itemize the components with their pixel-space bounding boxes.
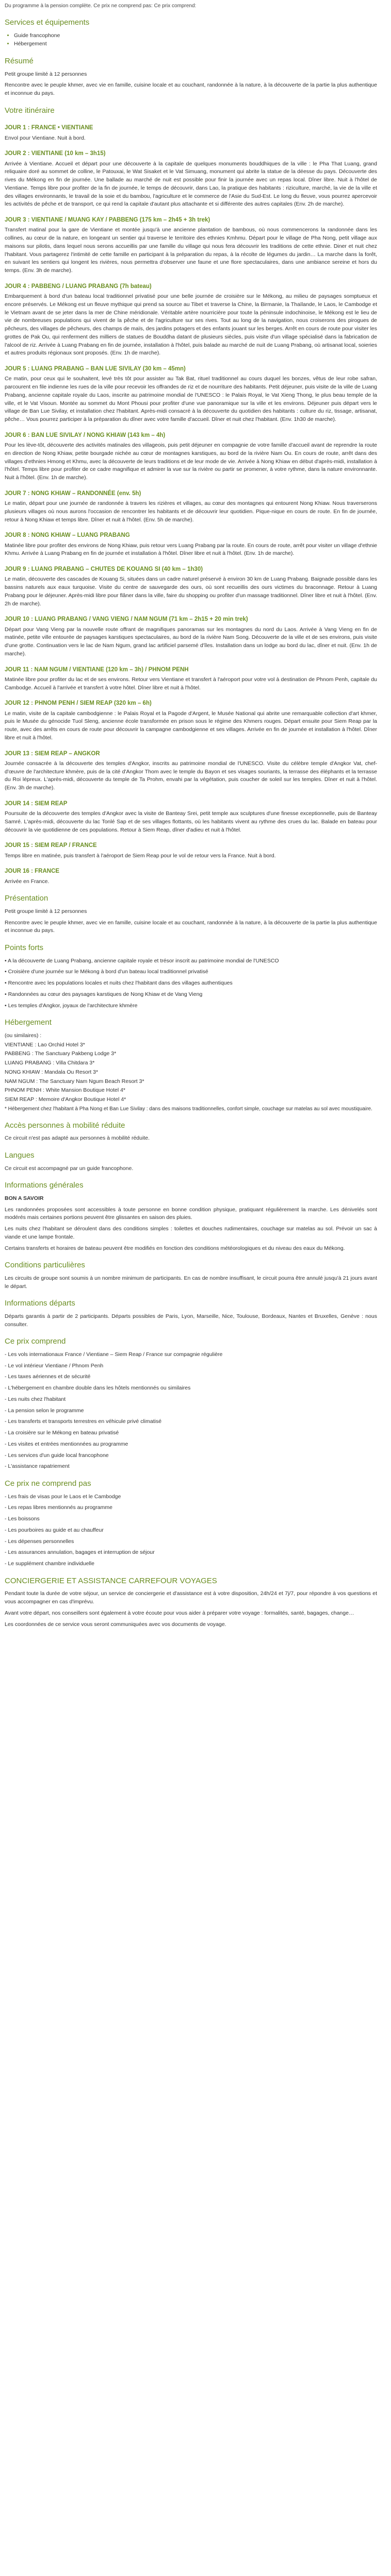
prix-comprend-item: - La pension selon le programme <box>5 1407 84 1414</box>
prix-ne-comprend-item: - Les pourboires au guide et au chauffeur <box>5 1527 104 1533</box>
conciergerie-paragraph: Avant votre départ, nos conseillers sont également à votre écoute pour vous aider à préparer votre voyage : formalités, santé, bagages, change… <box>5 1609 354 1616</box>
day-title: JOUR 12 : PHNOM PENH / SIEM REAP (320 km – 6h) <box>5 700 152 707</box>
day-title: JOUR 9 : LUANG PRABANG – CHUTES DE KOUANG SI (40 km – 1h30) <box>5 566 203 572</box>
points-forts-title: Points forts <box>5 943 44 952</box>
day-title: JOUR 11 : NAM NGUM / VIENTIANE (120 km – 3h) / PHNOM PENH <box>5 666 189 673</box>
prix-comprend-item: - L'assistance rapatriement <box>5 1463 70 1470</box>
hebergement-note: * Hébergement chez l'habitant à Pha Nong et Ban Lue Sivilay : dans des maisons traditionnelles, confort simple, couchage sur matelas au sol avec moustiquaire. <box>5 1106 372 1112</box>
presentation-line: Rencontre avec le peuple khmer, avec vie en famille, cuisine locale et au couchant, randonnée à la nature, à la découverte de la partie la plus authentique et inconnue du pays. <box>5 919 377 934</box>
services-list <box>5 32 377 49</box>
prix-comprend-item: - Le vol intérieur Vientiane / Phnom Penh <box>5 1362 104 1369</box>
prix-comprend-item: - Les vols internationaux France / Vientiane – Siem Reap / France sur compagnie régulière <box>5 1351 223 1358</box>
services-item: • Guide francophone <box>14 32 377 40</box>
points-forts-item: • Les temples d'Angkor, joyaux de l'architecture khmère <box>5 1002 138 1009</box>
day-title: JOUR 16 : FRANCE <box>5 868 60 875</box>
conciergerie-title: CONCIERGERIE ET ASSISTANCE CARREFOUR VOYAGES <box>5 1576 217 1585</box>
prix-ne-comprend-item: - Les boissons <box>5 1516 40 1522</box>
day-title: JOUR 8 : NONG KHIAW – LUANG PRABANG <box>5 532 130 539</box>
hebergement-intro: (ou similaires) : <box>5 1032 42 1039</box>
conciergerie-paragraph: Les coordonnées de ce service vous seront communiquées avec vos documents de voyage. <box>5 1621 226 1628</box>
day-text: Temps libre en matinée, puis transfert à l'aéroport de Siem Reap pour le vol de retour vers la France. Nuit à bord. <box>5 852 276 859</box>
prix-ne-comprend-item: - Les assurances annulation, bagages et interruption de séjour <box>5 1549 155 1556</box>
infos-generales-paragraph: Les nuits chez l'habitant se déroulent dans des conditions simples : toilettes et douches rudimentaires, couchage sur matelas au sol. Prévoir un sac à viande et une lampe frontale. <box>5 1226 377 1240</box>
day-text: Journée consacrée à la découverte des temples d'Angkor, inscrits au patrimoine mondial de l'UNESCO. Visite du célèbre temple d'Angkor Vat, chef-d'œuvre de l'architecture khmère, puis de la cité d'Angkor Thom avec le temple du Bayon et ses visages souriants, la terrasse des éléphants et la terrasse du Roi lépreux. L'après-midi, découverte du temple de Ta Prohm, envahi par la végétation, puis coucher de soleil sur les temples. Dîner et nuit à l'hôtel. (Env. 3h de marche). <box>5 760 377 791</box>
presentation-line: Petit groupe limité à 12 personnes <box>5 908 87 914</box>
day-title: JOUR 7 : NONG KHIAW – RANDONNÉE (env. 5h) <box>5 490 141 497</box>
hotel-item: LUANG PRABANG : Villa Chitdara 3* <box>5 1060 95 1066</box>
day-text: Matinée libre pour profiter du lac et de ses environs. Retour vers Vientiane et transfert à l'aéroport pour votre vol à destination de Phnom Penh, capitale du Cambodge. Accueil à l'arrivée et transfert à votre hôtel. Dîner libre et nuit à l'hôtel. <box>5 676 377 691</box>
hotel-item: VIENTIANE : Lao Orchid Hotel 3* <box>5 1041 85 1048</box>
prix-comprend-title: Ce prix comprend <box>5 1337 66 1346</box>
prix-comprend-item: - L'hébergement en chambre double dans les hôtels mentionnés ou similaires <box>5 1385 191 1391</box>
hotel-item: SIEM REAP : Memoire d'Angkor Boutique Hotel 4* <box>5 1096 126 1103</box>
prix-ne-comprend-title: Ce prix ne comprend pas <box>5 1479 91 1488</box>
day-title: JOUR 2 : VIENTIANE (10 km – 3h15) <box>5 150 106 157</box>
itinerary-title: Votre itinéraire <box>5 106 55 115</box>
day-text: Embarquement à bord d'un bateau local traditionnel privatisé pour une belle journée de croisière sur le Mékong, au milieu de paysages somptueux et encore préservés. Le Mékong est un fleuve mythique qui prend sa source au Tibet et traverse la Chine, la Birmanie, la Thaïlande, le Laos, le Cambodge et le Vietnam avant de se jeter dans la mer de Chine méridionale. Véritable artère nourricière pour toute la péninsule indochinoise, le Mékong est le lieu de vie de nombreuses populations qui vivent de la pêche et de l'agriculture sur ses rives. Tout au long de la navigation, nous croiserons des pirogues de pêcheurs, des villages de pêcheurs, des champs de maïs, des jardins potagers et des enfants jouant sur les berges. Arrêt en cours de route pour visiter les grottes de Pak Ou, qui renferment des milliers de statues de Bouddha datant de plusieurs siècles, puis visite d'un village spécialisé dans la fabrication de l'alcool de riz. Arrivée à Luang Prabang en fin de journée, installation à l'hôtel, puis balade au marché de nuit de Luang Prabang, où artisanat local, soieries et autres produits régionaux sont proposés. (Env. 1h de marche). <box>5 293 377 357</box>
resume-title: Résumé <box>5 57 34 65</box>
points-forts-item: • Rencontre avec les populations locales et nuits chez l'habitant dans des villages authentiques <box>5 980 233 986</box>
intro-text: Du programme à la pension complète. Ce prix ne comprend pas: Ce prix comprend: <box>5 3 197 9</box>
day-text: Le matin, départ pour une journée de randonnée à travers les rizières et villages, au cœur des montagnes qui entourent Nong Khiaw. Nous traverserons plusieurs villages où nous aurons l'occasion de rencontrer les habitants et de découvrir leur quotidien. Pique-nique en cours de route. En fin de journée, retour à Nong Khiaw et temps libre. Dîner et nuit à l'hôtel. (Env. 5h de marche). <box>5 500 377 523</box>
points-forts-item: • A la découverte de Luang Prabang, ancienne capitale royale et trésor inscrit au patrimoine mondial de l'UNESCO <box>5 957 279 964</box>
presentation-title: Présentation <box>5 894 48 903</box>
prix-comprend-item: - Les visites et entrées mentionnées au programme <box>5 1440 128 1447</box>
acces-title: Accès personnes à mobilité réduite <box>5 1121 125 1130</box>
points-forts-list <box>5 957 377 1010</box>
hebergement-title: Hébergement <box>5 1018 52 1027</box>
points-forts-item: • Randonnées au cœur des paysages karstiques de Nong Khiaw et de Vang Vieng <box>5 991 203 997</box>
day-title: JOUR 15 : SIEM REAP / FRANCE <box>5 842 97 849</box>
infos-generales-paragraph: Certains transferts et horaires de bateau peuvent être modifiés en fonction des conditions météorologiques et du niveau des eaux du Mékong. <box>5 1245 345 1251</box>
day-title: JOUR 3 : VIENTIANE / MUANG KAY / PABBENG (175 km – 2h45 + 3h trek) <box>5 217 210 223</box>
day-title: JOUR 13 : SIEM REAP – ANGKOR <box>5 750 100 757</box>
day-text: Matinée libre pour profiter des environs de Nong Khiaw, puis retour vers Luang Prabang par la route. En cours de route, arrêt pour visiter un village d'ethnie Khmu. Arrivée à Luang Prabang en fin de journée et installation à l'hôtel. Dîner libre et nuit à l'hôtel. (Env. 1h de marche). <box>5 542 377 557</box>
itinerary-days <box>5 124 377 886</box>
acces-text: Ce circuit n'est pas adapté aux personnes à mobilité réduite. <box>5 1135 150 1142</box>
day-text: Pour les lève-tôt, découverte des activités matinales des villageois, puis petit déjeuner en compagnie de votre famille d'accueil avant de reprendre la route en direction de Nong Khiaw, petite bourgade nichée au cœur de montagnes karstiques, au bord de la rivière Nam Ou. En cours de route, arrêt dans des villages d'ethnies Hmong et Khmu, avec la découverte de leurs traditions et de leur mode de vie. Arrivée à Nong Khiaw en début d'après-midi, installation à l'hôtel. Temps libre pour profiter de ce cadre magnifique et admirer la vue sur la rivière ou partir se promener, à votre rythme, dans la nature environnante. Nuit à l'hôtel. (Env. 1h de marche). <box>5 442 377 481</box>
prix-ne-comprend-item: - Les dépenses personnelles <box>5 1538 74 1545</box>
day-title: JOUR 14 : SIEM REAP <box>5 800 68 807</box>
conditions-title: Conditions particulières <box>5 1261 85 1270</box>
prix-comprend-list <box>5 1351 377 1471</box>
prix-ne-comprend-item: - Le supplément chambre individuelle <box>5 1561 94 1567</box>
langues-title: Langues <box>5 1151 35 1160</box>
prix-comprend-item: - La croisière sur le Mékong en bateau privatisé <box>5 1430 119 1436</box>
infos-generales-subtitle: BON A SAVOIR <box>5 1195 44 1201</box>
day-text: Arrivée à Vientiane. Accueil et départ pour une découverte à la capitale de quelques monuments bouddhiques de la ville : le Pha That Luang, grand reliquaire doré au sommet de colline, le Patouxai, le Wat Sisaket et le Vat Simuang, monument qui abrite la statue de la déesse du pays. Découverte des rives du Mékong en fin de journée. Une ballade au marché de nuit est possible pour finir la journée avec un repas local. Dîner libre. Nuit à l'hôtel de Vientiane. Temps libre pour profiter de la fin de journée, le temps de découvrir, dans Lao, la pratique des habitants : riziculture, marché, la vie de la ville et des villages environnants, le travail de la soie et du bambou, l'agriculture et le commerce de l'Asie du Sud-Est. Le long du fleuve, vous pourrez apercevoir les activités de pêche et de transport, ce qui rend la capitale d'autant plus attachante et si différente des autres capitales (Env. 2h de marche). <box>5 160 377 208</box>
day-text: Transfert matinal pour la gare de Vientiane et montée jusqu'à une ancienne plantation de bambous, où nous commencerons la randonnée dans les collines, au cœur de la nature, en longeant un sentier qui traverse le territoire des ethnies Kmhmu. Départ pour le village de Pha Nong, petit village aux maisons sur pilotis, dans lequel nous serons accueillis par une famille du village qui nous fera découvrir les traditions de cette ethnie. Diner et nuit chez l'habitant. Vous partagerez l'intimité de cette famille en participant à la préparation du repas, à la récolte de légumes du jardin… La marche dans la forêt, en suivant les sentiers qui longent les rivières, nous permettra d'observer une faune et une flore spectaculaires, dans une ambiance sereine et hors du temps. (Env. 3h de marche). <box>5 227 377 274</box>
day-text: Poursuite de la découverte des temples d'Angkor avec la visite de Banteay Srei, petit temple aux sculptures d'une finesse exceptionnelle, puis de Banteay Samré. L'après-midi, découverte du lac Tonlé Sap et de ses villages flottants, où les habitants vivent au rythme des crues du lac. Balade en bateau pour découvrir la vie quotidienne de ces populations. Retour à Siem Reap, dîner d'adieu et nuit à l'hôtel. <box>5 810 377 833</box>
resume-line: Petit groupe limité à 12 personnes <box>5 71 87 77</box>
hotel-item: NAM NGUM : The Sanctuary Nam Ngum Beach Resort 3* <box>5 1078 144 1084</box>
day-text: Arrivée en France. <box>5 878 50 885</box>
day-title: JOUR 1 : FRANCE • VIENTIANE <box>5 125 93 131</box>
points-forts-item: • Croisière d'une journée sur le Mékong à bord d'un bateau local traditionnel privatisé <box>5 969 208 975</box>
conditions-text: Les circuits de groupe sont soumis à un nombre minimum de participants. En cas de nombre insuffisant, le circuit pourra être annulé jusqu'à 21 jours avant le départ. <box>5 1275 377 1290</box>
services-item: • Hébergement <box>14 40 377 48</box>
langues-text: Ce circuit est accompagné par un guide francophone. <box>5 1165 134 1172</box>
day-text: Ce matin, pour ceux qui le souhaitent, levé très tôt pour assister au Tak Bat, rituel traditionnel au cours duquel les bonzes, vêtus de leur robe safran, parcourent en file indienne les rues de la ville pour recevoir les offrandes de riz et de nourriture des habitants. Petit déjeuner, puis visite de la ville de Luang Prabang, ancienne capitale royale du Laos, inscrite au patrimoine mondial de l'UNESCO : le Palais Royal, le Vat Xieng Thong, le plus beau temple de la ville, et le Vat Visoun. Montée au sommet du Mont Phousi pour profiter d'une vue panoramique sur la ville et les environs. Déjeuner puis départ vers le village de Ban Lue Sivilay, et installation chez l'habitant. Après-midi consacré à la découverte du quotidien des habitants : culture du riz, tissage, artisanat, pêche… Vous pourrez participer à la préparation du dîner avec votre famille d'accueil. Dîner et nuit chez l'habitant. (Env. 1h30 de marche). <box>5 376 377 422</box>
prix-ne-comprend-item: - Les repas libres mentionnés au programme <box>5 1504 112 1511</box>
day-title: JOUR 4 : PABBENG / LUANG PRABANG (7h bateau) <box>5 283 152 290</box>
day-text: Envol pour Vientiane. Nuit à bord. <box>5 134 86 141</box>
hotel-item: PHNOM PENH : White Mansion Boutique Hotel 4* <box>5 1087 126 1094</box>
day-text: Le matin, découverte des cascades de Kouang Si, situées dans un cadre naturel préservé à environ 30 km de Luang Prabang. Baignade possible dans les bassins naturels aux eaux turquoise. Visite du centre de sauvegarde des ours, où sont recueillis des ours victimes du braconnage. Retour à Luang Prabang pour le déjeuner. Après-midi libre pour flâner dans la ville, faire du shopping ou profiter d'un massage traditionnel. Dîner libre et nuit à l'hôtel. (Env. 2h de marche). <box>5 576 377 607</box>
day-title: JOUR 6 : BAN LUE SIVILAY / NONG KHIAW (143 km – 4h) <box>5 432 166 438</box>
infos-departs-title: Informations départs <box>5 1299 75 1308</box>
prix-comprend-item: - Les services d'un guide local francophone <box>5 1452 109 1459</box>
prix-comprend-item: - Les nuits chez l'habitant <box>5 1396 66 1402</box>
prix-comprend-item: - Les transferts et transports terrestres en véhicule privé climatisé <box>5 1418 162 1425</box>
resume-line: Rencontre avec le peuple khmer, avec vie en famille, cuisine locale et au couchant, randonnée à la nature, à la découverte de la partie la plus authentique et inconnue du pays. <box>5 82 377 96</box>
services-title: Services et équipements <box>5 18 90 27</box>
hotel-item: PABBENG : The Sanctuary Pakbeng Lodge 3* <box>5 1050 117 1057</box>
day-text: Le matin, visite de la capitale cambodgienne : le Palais Royal et la Pagode d'Argent, le Musée National qui abrite une remarquable collection d'art khmer, puis le Musée du génocide Tuol Sleng, ancienne école transformée en prison sous le régime des Khmers rouges. Départ ensuite pour Siem Reap par la route, avec des arrêts en cours de route pour découvrir la campagne cambodgienne et ses villages. Arrivée en fin de journée et installation à l'hôtel. Dîner libre et nuit à l'hôtel. <box>5 710 377 741</box>
infos-generales-title: Informations générales <box>5 1181 84 1190</box>
conciergerie-paragraph: Pendant toute la durée de votre séjour, un service de conciergerie et d'assistance est à votre disposition, 24h/24 et 7j/7, pour répondre à vos questions et vous accompagner en cas d'imprévu. <box>5 1590 377 1605</box>
hotel-list <box>5 1032 377 1113</box>
day-title: JOUR 10 : LUANG PRABANG / VANG VIENG / NAM NGUM (71 km – 2h15 + 20 min trek) <box>5 616 248 623</box>
day-text: Départ pour Vang Vieng par la nouvelle route offrant de magnifiques panoramas sur les montagnes du nord du Laos. Arrivée à Vang Vieng en fin de matinée, petite ville entourée de paysages karstiques spectaculaires, au bord de la rivière Nam Song. Découverte de la ville et de ses environs, puis visite d'une grotte. Continuation vers le lac de Nam Ngum, grand lac artificiel parsemé d'îles. Installation dans un lodge au bord du lac, dîner et nuit. (Env. 1h de marche). <box>5 626 377 657</box>
day-title: JOUR 5 : LUANG PRABANG – BAN LUE SIVILAY (30 km – 45mn) <box>5 366 186 372</box>
infos-generales-paragraph: Les randonnées proposées sont accessibles à toute personne en bonne condition physique, pratiquant régulièrement la marche. Les dénivelés sont modérés mais certaines portions peuvent être glissantes en saison des pluies. <box>5 1206 377 1221</box>
infos-departs-text: Départs garantis à partir de 2 participants. Départs possibles de Paris, Lyon, Marseille, Nice, Toulouse, Bordeaux, Nantes et Bruxelles, Genève : nous consulter. <box>5 1313 377 1328</box>
prix-ne-comprend-list <box>5 1493 377 1568</box>
prix-comprend-item: - Les taxes aériennes et de sécurité <box>5 1374 91 1380</box>
hotel-item: NONG KHIAW : Mandala Ou Resort 3* <box>5 1069 99 1075</box>
prix-ne-comprend-item: - Les frais de visas pour le Laos et le Cambodge <box>5 1493 121 1500</box>
